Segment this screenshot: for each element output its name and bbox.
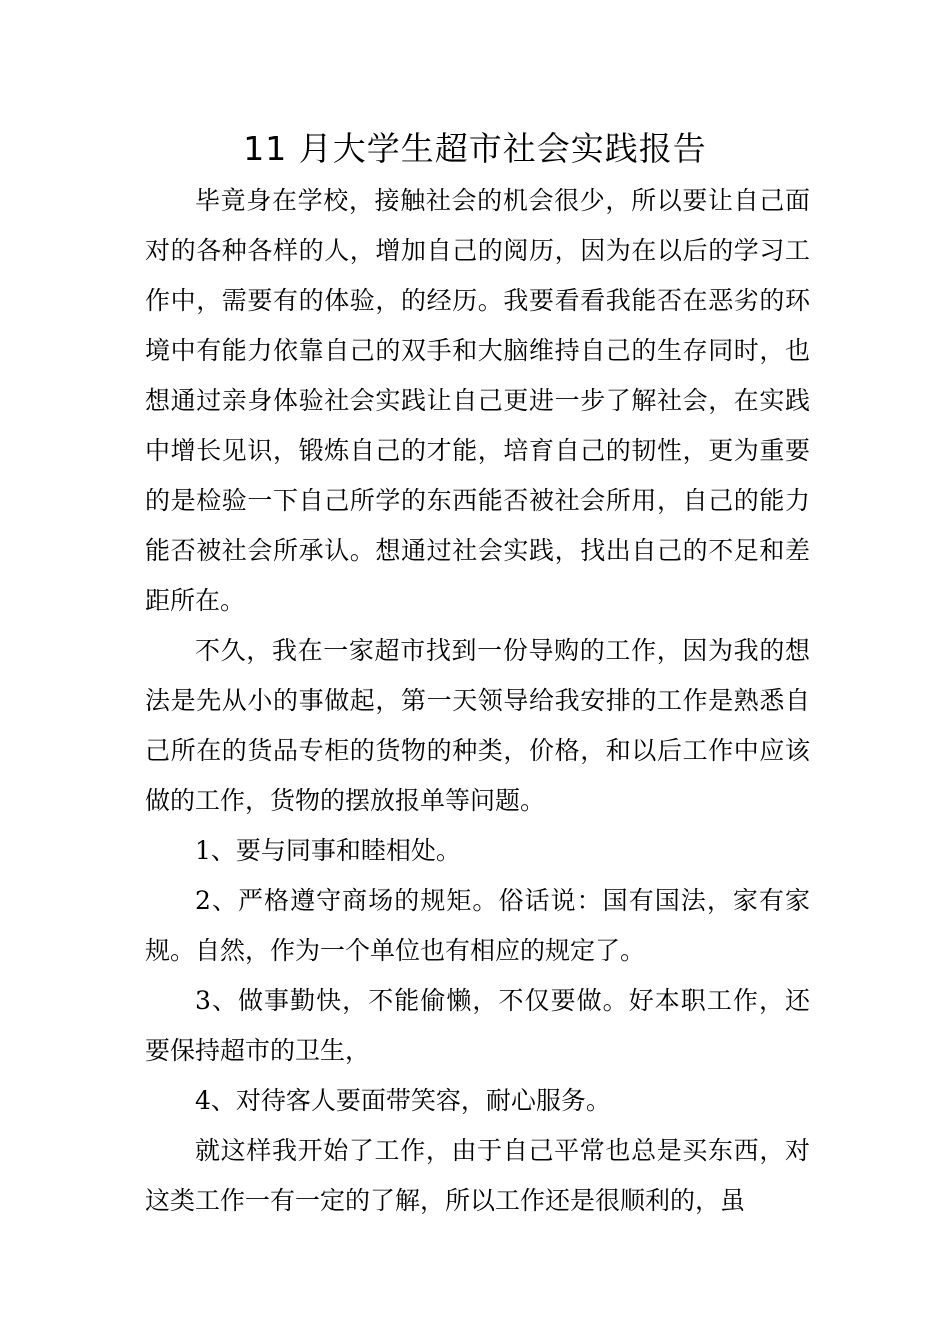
document-title: 11 月大学生超市社会实践报告 bbox=[243, 129, 707, 168]
list-item-3: 3、做事勤快，不能偷懒，不仅要做。好本职工作，还要保持超市的卫生， bbox=[145, 986, 810, 1065]
paragraph-intro: 毕竟身在学校，接触社会的机会很少，所以要让自己面对的各种各样的人，增加自己的阅历，因为在以后的学习工作中，需要有的体验，的经历。我要看看我能否在恶劣的环境中有能力依靠自己的双手和大脑维持自己的生存同时，也想通过亲身体验社会实践让自己更进一步了解社会，在实践中增长见识，锻炼自己的才能，培育自己的韧性，更为重要的是检验一下自己所学的东西能否被社会所用，自己的能力能否被社会所承认。想通过社会实践，找出自己的不足和差距所在。 bbox=[145, 186, 810, 615]
list-item-2: 2、严格遵守商场的规矩。俗话说：国有国法，家有家规。自然，作为一个单位也有相应的规定了。 bbox=[145, 886, 810, 965]
paragraph-start-work: 就这样我开始了工作，由于自己平常也总是买东西，对这类工作一有一定的了解，所以工作还是很顺利的，虽 bbox=[145, 1136, 810, 1215]
list-item-4: 4、对待客人要面带笑容，耐心服务。 bbox=[195, 1086, 611, 1115]
list-item-1: 1、要与同事和睦相处。 bbox=[195, 836, 461, 865]
paragraph-job: 不久，我在一家超市找到一份导购的工作，因为我的想法是先从小的事做起，第一天领导给我安排的工作是熟悉自己所在的货品专柜的货物的种类，价格，和以后工作中应该做的工作，货物的摆放报单等问题。 bbox=[145, 636, 810, 815]
document-body bbox=[145, 176, 810, 1226]
